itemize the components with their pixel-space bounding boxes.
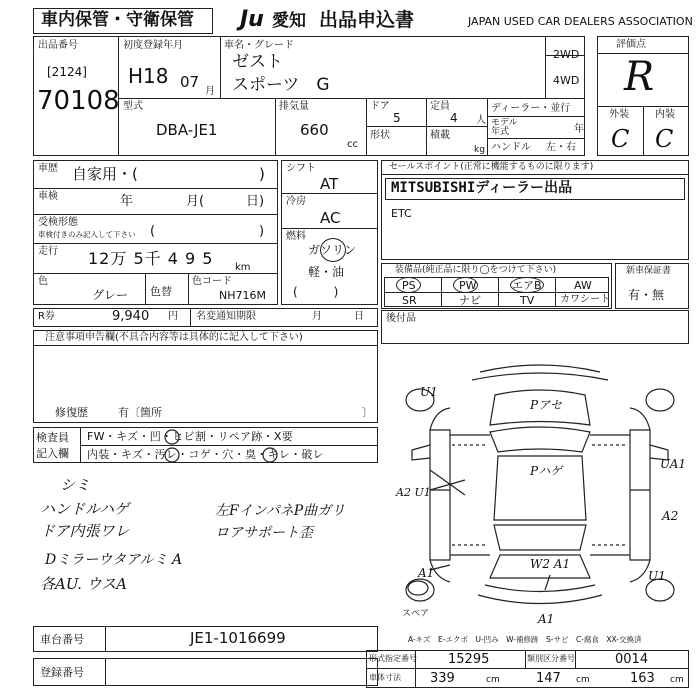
spare-tyre	[408, 581, 428, 595]
after-install-label: 後付品	[386, 313, 416, 324]
class-code-label: 類別区分番号	[527, 654, 575, 663]
displacement-unit: cc	[347, 139, 358, 150]
capacity-value: 4	[450, 111, 458, 125]
sale-point-line1: MITSUBISHIディーラー出品	[391, 180, 573, 196]
form-title: 出品申込書	[319, 9, 415, 31]
drive-4wd: 4WD	[553, 74, 580, 87]
shift-label: シフト	[286, 163, 316, 174]
equip-airbag: エアB	[512, 279, 542, 292]
fuel-paren: ( )	[293, 285, 339, 299]
inspector-label: 検査員	[36, 431, 69, 444]
left-fender-front	[430, 408, 450, 430]
equip-leather: カワシート	[560, 294, 610, 305]
repair-label: 修復歴	[55, 406, 88, 419]
class-code-value: 0014	[615, 652, 649, 667]
circle-airbag	[510, 277, 544, 293]
doors-label: ドア	[370, 101, 390, 112]
usage-value: 自家用・(	[72, 165, 138, 183]
equip-tv: TV	[520, 294, 535, 307]
front-bumper-inner	[472, 373, 608, 380]
wheel-front-right	[646, 389, 674, 411]
notice-day: 日	[354, 311, 364, 322]
registration-label: 初度登録年月	[123, 40, 183, 51]
mileage-value: 12万 5千 4 9 5	[88, 249, 214, 268]
spare-label: スペア	[402, 609, 430, 619]
fuel-gas: ガソリン	[308, 243, 357, 257]
rear-glass	[494, 525, 586, 550]
remark-3: ドア内張ワレ	[40, 522, 130, 540]
damage-mark-a1-rear: A1	[538, 612, 555, 626]
chassis-label: 車台番号	[40, 633, 84, 646]
mark-dent-circle	[165, 430, 179, 444]
windshield	[490, 427, 590, 452]
inspection-day: 日)	[246, 194, 265, 209]
ac-label: 冷房	[286, 196, 306, 207]
after-install-block	[381, 310, 689, 344]
lot-bracket: [2124]	[47, 65, 87, 79]
recycle-unit: 円	[168, 311, 178, 322]
registration-month-unit: 月	[205, 86, 215, 97]
load-label: 積載	[430, 130, 450, 141]
recycle-label: R券	[38, 311, 55, 322]
wheel-rear-left	[406, 579, 434, 601]
new-warranty-value: 有・無	[628, 288, 665, 302]
left-side	[430, 430, 450, 560]
rear-bumper	[485, 585, 595, 592]
length-value: 339	[430, 671, 455, 686]
recipient-close: )	[259, 224, 265, 239]
score-label: 評価点	[616, 39, 646, 50]
interior-score: C	[655, 125, 674, 153]
height-value: 163	[630, 671, 655, 686]
reg-number-label: 登録番号	[40, 666, 84, 679]
fuel-diesel: 軽・油	[308, 265, 345, 279]
length-unit: cm	[486, 675, 500, 685]
remark-5: 各AU. ウスA	[40, 575, 128, 593]
color-code-label: 色コード	[192, 276, 232, 287]
damage-mark-w2: W2 A1	[530, 557, 571, 571]
interior-label: 内装	[655, 109, 675, 120]
inspection-label: 車検	[38, 191, 58, 202]
registration-row	[33, 658, 378, 686]
inspection-month: 月(	[186, 194, 205, 209]
inspector-label2: 記入欄	[36, 447, 69, 460]
damage-mark-a2-right: A2	[662, 509, 679, 523]
right-fender-front	[630, 408, 650, 430]
brand-name: 愛知	[272, 11, 306, 31]
model-year-label: モデル 年式	[491, 118, 518, 138]
car-name: ゼスト	[232, 52, 283, 72]
front-bumper	[480, 365, 600, 372]
circle-pw	[453, 277, 478, 293]
recycle-value: 9,940	[112, 309, 150, 324]
gas-circle	[320, 238, 346, 262]
car-name-label: 車名・グレード	[224, 40, 294, 51]
dealer-label: ディーラー・並行	[491, 103, 571, 114]
recipient-note: 車検付きのみ記入して下さい	[38, 230, 136, 239]
registration-month: 07	[180, 73, 200, 91]
car-grade: スポーツ G	[232, 75, 330, 95]
right-fender-rear	[630, 560, 650, 582]
remark-2: ハンドルハゲ	[40, 500, 129, 518]
lot-number: 70108	[37, 86, 120, 116]
load-unit: kg	[474, 145, 485, 155]
inspector-marks	[80, 427, 380, 463]
damage-mark-ua1: UA1	[660, 457, 687, 471]
damage-mark-a1-left: A1	[418, 566, 435, 580]
capacity-unit: 人	[476, 115, 486, 126]
equip-sr: SR	[402, 294, 417, 307]
fuel-label: 燃料	[286, 231, 306, 242]
color-label: 色	[38, 276, 48, 287]
equip-pw: PW	[459, 279, 477, 292]
rear-bumper-outer	[478, 595, 602, 604]
damage-mark-u1-rear: U1	[648, 569, 666, 583]
color-change-label: 色替	[150, 285, 172, 298]
lot-number-label: 出品番号	[38, 40, 78, 51]
usage-label: 車歴	[38, 163, 58, 174]
handle-label: ハンドル	[491, 142, 531, 153]
inspection-year: 年	[120, 194, 134, 209]
notice-label: 名変通知期限	[196, 311, 256, 322]
exterior-label: 外装	[609, 109, 629, 120]
remark-7: ロアサポート歪	[215, 525, 313, 541]
color-code: NH716M	[219, 289, 266, 302]
association-name: JAPAN USED CAR DEALERS ASSOCIATION	[468, 15, 693, 28]
body-size-label: 車体寸法	[369, 673, 401, 682]
storage-label: 車内保管・守衛保管	[41, 10, 194, 30]
recipient-open: (	[150, 224, 156, 239]
doors-value: 5	[393, 111, 401, 125]
handle-value: 左・右	[546, 142, 576, 153]
notes-label: 注意事項申告欄(不具合内容等は具体的に記入して下さい)	[45, 332, 303, 343]
damage-mark-a2-left: A2 U1	[396, 486, 431, 499]
shape-label: 形状	[370, 130, 390, 141]
registration-year: H18	[128, 64, 169, 88]
ac-value: AC	[320, 209, 341, 227]
equip-navi: ナビ	[459, 294, 481, 307]
remark-6: 左FインパネP曲ガリ	[215, 503, 346, 519]
color-value: グレー	[92, 288, 129, 302]
sale-point-label: セールスポイント(正常に機能するものに限ります)	[389, 162, 594, 172]
repair-value: 有〔箇所	[118, 406, 162, 419]
recipient-label: 受検形態	[38, 217, 78, 228]
sale-point-line2: ETC	[391, 207, 412, 220]
mark-stain-circle	[165, 448, 179, 462]
equip-aw: AW	[574, 279, 592, 292]
damage-legend: A-キズ E-エクボ U-凹み W-補修跡 S-サビ C-腐食 XX-交換済	[408, 635, 642, 644]
notice-month: 月	[312, 311, 322, 322]
usage-close: )	[259, 165, 265, 183]
sale-point-block	[381, 160, 689, 260]
equipment-label: 装備品(純正品に限り◯をつけて下さい)	[395, 265, 557, 275]
chassis-number: JE1-1016699	[190, 629, 286, 647]
circle-ps	[396, 277, 421, 293]
mileage-label: 走行	[38, 246, 58, 257]
damage-mark-u1-front: U1	[420, 385, 438, 399]
equip-ps: PS	[402, 279, 416, 292]
remark-4: Dミラーウタアルミ A	[45, 552, 183, 568]
inspector-fw-row: FW・キズ・凹・ヒビ割・リペア跡・X要	[87, 430, 293, 443]
displacement-label: 排気量	[279, 101, 309, 112]
mirror-left	[412, 445, 430, 460]
inspector-int-row: 内装・キズ・汚レ・コゲ・穴・臭・キレ・破レ	[87, 448, 324, 461]
shift-value: AT	[320, 175, 339, 193]
width-value: 147	[536, 671, 561, 686]
new-warranty-label: 新車保証書	[626, 266, 672, 276]
right-side	[630, 430, 650, 560]
exterior-score: C	[611, 125, 630, 153]
model-year-unit: 年	[574, 124, 584, 135]
model-code: DBA-JE1	[156, 121, 218, 139]
model-label: 型式	[123, 101, 143, 112]
remark-1: シミ	[60, 476, 91, 494]
damage-mark-panel-roof: Pハゲ	[530, 464, 563, 478]
displacement-value: 660	[300, 121, 329, 139]
repair-close: 〕	[362, 406, 373, 419]
damage-mark-panel-front: Pアセ	[530, 398, 562, 412]
model-code-value: 15295	[448, 652, 490, 667]
drive-2wd: 2WD	[553, 48, 580, 61]
capacity-label: 定員	[430, 101, 450, 112]
model-code-label: 形式指定番号	[369, 654, 417, 663]
mark-odor-circle	[263, 448, 277, 462]
width-unit: cm	[576, 675, 590, 685]
mileage-unit: km	[235, 262, 251, 273]
score-value: R	[624, 54, 655, 100]
ju-logo: Ju	[240, 7, 264, 32]
height-unit: cm	[670, 675, 684, 685]
